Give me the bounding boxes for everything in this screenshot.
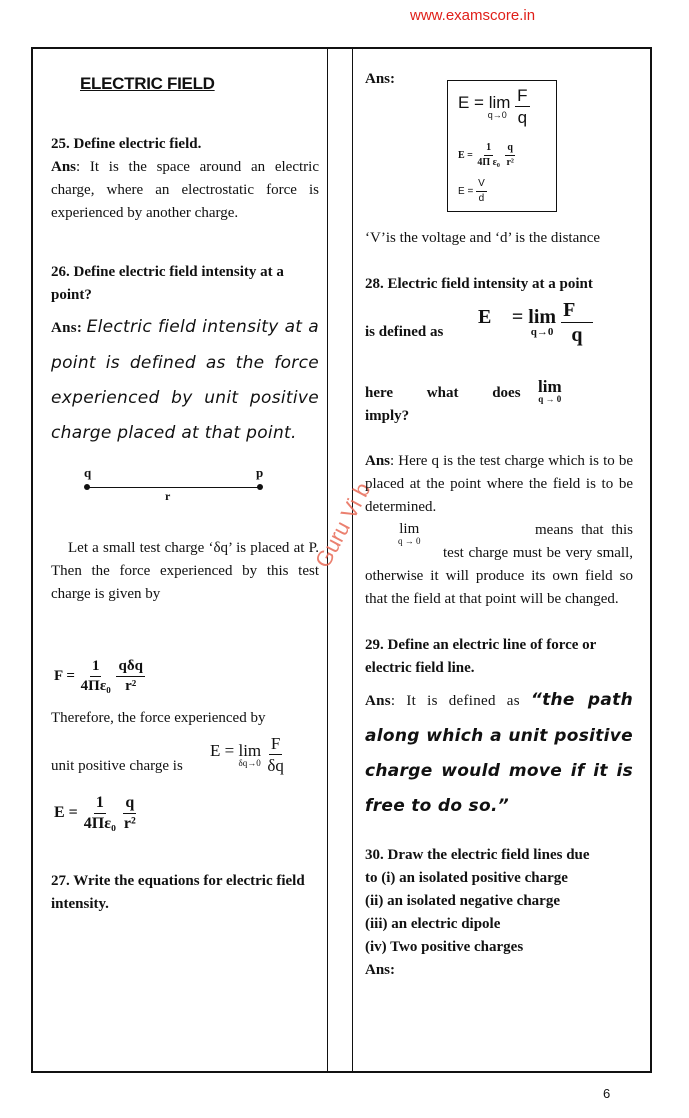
lim-equation: E = lim δq→0 $\frac{F}{\delta q}$ (210, 734, 284, 775)
q28-line3: here what does (365, 385, 521, 401)
force-equation: F = $\frac{1}{\text{4Πε₀}}$ $\frac{\text{qδq}}{\text{r²}}$ (54, 658, 143, 694)
q30-question: 30. Draw the electric field lines due to (i) an isolated positive charge (ii) an isolated negative charge (iii) an electric dipole (iv) Two positive charges Ans: (365, 844, 633, 982)
diagram-point-p (257, 484, 263, 490)
equation-box (447, 80, 557, 212)
diagram-line (87, 487, 260, 488)
v-note: ‘V’is the voltage and ‘d’ is the distance (365, 230, 601, 246)
field-equation: E = $\frac{1}{\text{4Πε₀}}$ $\frac{q}{\text{r²}}$ (54, 794, 136, 832)
diagram-label-p: p (256, 465, 264, 480)
q28-line2: is defined as (365, 324, 444, 340)
q29-question: 29. Define an electric line of force or electric field line. (365, 637, 597, 676)
q28-equation: E⃗ = lim q→0 $\frac{F⃗}{q}$ (478, 299, 591, 346)
lim-note-lim: lim q → 0 (398, 521, 421, 546)
q28-line4: imply? (365, 408, 410, 424)
q28-lim: lim q → 0 (538, 377, 562, 404)
q28-answer: Ans: Here q is the test charge which is to be placed at the point where the field is to be determined. (365, 453, 633, 515)
q28-line1: 28. Electric field intensity at a point (365, 276, 593, 292)
diagram-point-q (84, 484, 90, 490)
page-number: 6 (603, 1086, 611, 1101)
q26-answer: Ans: Electric field intensity at a point is defined as the force experienced by unit positive charge placed at that point. (51, 317, 319, 443)
page-title: ELECTRIC FIELD (80, 74, 215, 93)
q27-question: 27. Write the equations for electric field intensity. (51, 873, 305, 912)
q30-item: (iv) Two positive charges (365, 939, 524, 955)
q25-question: 25. Define electric field. (51, 136, 202, 152)
q30-ans-label: Ans: (365, 962, 396, 978)
q29-answer: Ans: It is defined as “the path along which a unit positive charge would move if it is free to do so.” (365, 690, 633, 816)
q27-ans-label: Ans: (365, 71, 396, 87)
q26-block (51, 261, 319, 451)
force-paragraph-1: Therefore, the force experienced by (51, 710, 266, 726)
box-eq3: E = $\frac{V}{d}$ (458, 178, 485, 204)
diagram-label-q: q (84, 465, 92, 480)
box-eq2: E = $\frac{1}{\text{4Π ε₀}}$ $\frac{q}{\text{r²}}$ (458, 142, 514, 168)
watermark: Guru Vi b (310, 478, 376, 572)
column-divider-inner (352, 47, 353, 1073)
lim-note-b: test charge must be very small, otherwise it will produce its own field so that the field at that point will be changed. (365, 545, 633, 607)
q30-item: to (i) an isolated positive charge (365, 870, 568, 886)
q30-item: (iii) an electric dipole (365, 916, 501, 932)
site-url[interactable]: www.examscore.in (410, 7, 536, 24)
q26-question: 26. Define electric field intensity at a point? (51, 264, 284, 303)
force-paragraph-2: unit positive charge is (51, 758, 183, 774)
box-eq1: E = lim q→0 $\frac{F}{q}$ (458, 86, 528, 127)
q25-answer: Ans: It is the space around an electric charge, where an electrostatic force is experienced by another charge. (51, 159, 319, 221)
lim-note-a: means that this (535, 522, 633, 538)
test-charge-paragraph: Let a small test charge ‘δq’ is placed at P. Then the force experienced by this test charge is given by (51, 540, 319, 602)
q25-block (51, 133, 319, 225)
q30-item: (ii) an isolated negative charge (365, 893, 560, 909)
diagram-label-r: r (165, 489, 171, 503)
